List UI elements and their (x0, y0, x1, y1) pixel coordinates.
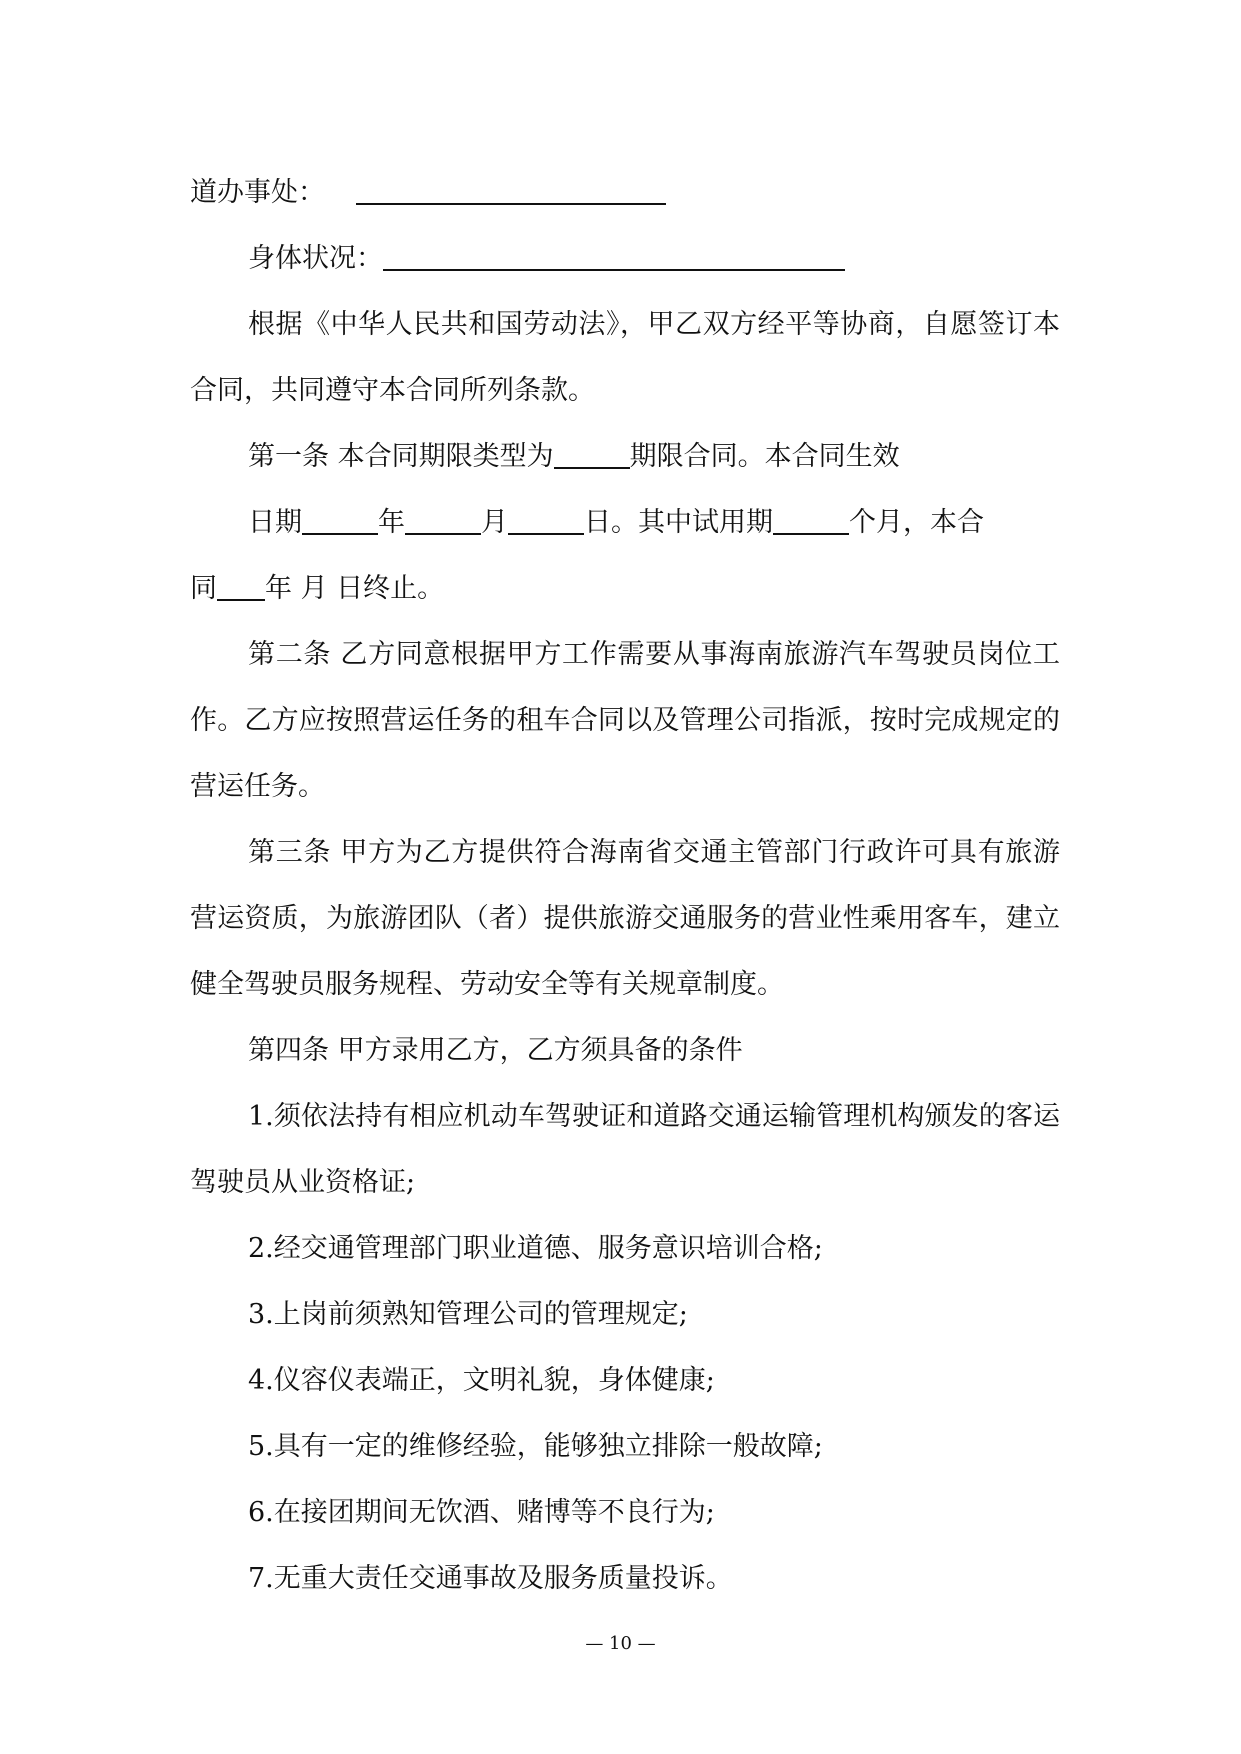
article-1-text-b: 期限合同。本合同生效 (629, 441, 900, 472)
health-line (190, 226, 1060, 292)
condition-item-7: 7.无重大责任交通事故及服务质量投诉。 (248, 1563, 733, 1594)
article-1-line-1 (190, 424, 1060, 490)
month-text: 月 (481, 507, 508, 538)
article-1-text-e: 个月，本合 (849, 507, 984, 538)
start-month-blank (405, 503, 481, 535)
article-1-text-c: 日期 (248, 507, 302, 538)
article-3-paragraph: 第三条 甲方为乙方提供符合海南省交通主管部门行政许可具有旅游营运资质，为旅游团队（者）提供旅游交通服务的营业性乘用客车，建立健全驾驶员服务规程、劳动安全等有关规章制度。 (190, 837, 1060, 1000)
condition-item-6: 6.在接团期间无饮酒、赌博等不良行为; (248, 1497, 715, 1528)
article-1-line-2 (190, 490, 1060, 556)
start-year-blank (302, 503, 378, 535)
article-1-line-3 (190, 556, 1060, 622)
page-number: — 10 — (585, 1633, 656, 1654)
intro-paragraph: 根据《中华人民共和国劳动法》，甲乙双方经平等协商，自愿签订本合同，共同遵守本合同所列条款。 (190, 309, 1060, 406)
article-1-text-a: 第一条 本合同期限类型为 (248, 441, 554, 472)
article-1-text-g: 年 月 日终止。 (265, 573, 445, 604)
end-year-blank (217, 569, 265, 601)
article-2-paragraph: 第二条 乙方同意根据甲方工作需要从事海南旅游汽车驾驶员岗位工作。乙方应按照营运任务的租车合同以及管理公司指派，按时完成规定的营运任务。 (190, 639, 1060, 802)
contract-type-blank (554, 437, 630, 469)
health-label: 身体状况： (248, 243, 383, 274)
condition-item-5: 5.具有一定的维修经验，能够独立排除一般故障; (248, 1431, 823, 1462)
health-blank (383, 239, 845, 271)
office-line (190, 160, 1060, 226)
office-blank (356, 173, 666, 205)
document-body (190, 160, 1060, 1612)
article-4-paragraph: 第四条 甲方录用乙方，乙方须具备的条件 (248, 1035, 743, 1066)
article-1-text-d: 日。其中试用期 (584, 507, 773, 538)
article-1-text-f: 同 (190, 573, 217, 604)
start-day-blank (508, 503, 584, 535)
condition-item-2: 2.经交通管理部门职业道德、服务意识培训合格; (248, 1233, 823, 1264)
office-label: 道办事处： (190, 177, 325, 208)
condition-item-1: 1.须依法持有相应机动车驾驶证和道路交通运输管理机构颁发的客运驾驶员从业资格证; (190, 1101, 1060, 1198)
year-text: 年 (378, 507, 405, 538)
condition-item-3: 3.上岗前须熟知管理公司的管理规定; (248, 1299, 688, 1330)
condition-item-4: 4.仪容仪表端正，文明礼貌，身体健康; (248, 1365, 715, 1396)
probation-months-blank (773, 503, 849, 535)
